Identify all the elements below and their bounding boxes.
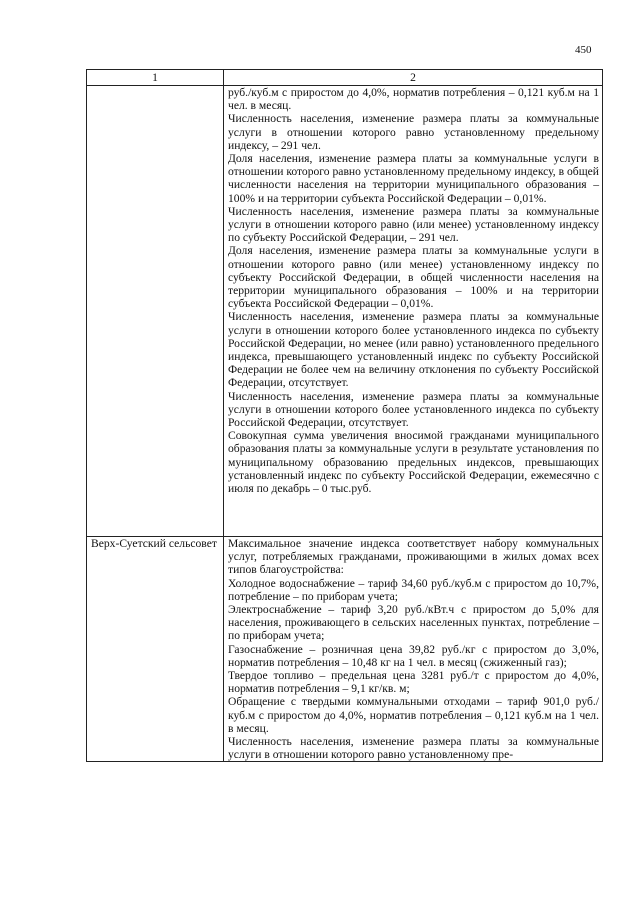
paragraph: Электроснабжение – тариф 3,20 руб./кВт.ч с приростом до 5,0% для населения, проживающего в сельских населенных пунктах, потребление – по приборам учета; [228, 603, 599, 643]
column-header-1: 1 [87, 70, 224, 86]
paragraph: Твердое топливо – предельная цена 3281 руб./т с приростом до 4,0%, норматив потребления – 9,1 кг/кв. м; [228, 669, 599, 696]
paragraph: Холодное водоснабжение – тариф 34,60 руб./куб.м с приростом до 10,7%, потребление – по приборам учета; [228, 576, 599, 603]
table-header-row [87, 70, 603, 86]
tariff-table [86, 69, 603, 762]
paragraph: Численность населения, изменение размера платы за коммунальные услуги в отношении которого равно (или менее) установленному индексу по субъекту Российской Федерации, – 291 чел. [228, 204, 599, 245]
description-cell [224, 537, 603, 762]
table-row [87, 537, 603, 762]
table-row [87, 86, 603, 537]
paragraph: Численность населения, изменение размера платы за коммунальные услуги в отношении которого равно установленному пре- [228, 735, 599, 762]
municipality-cell [87, 86, 224, 537]
column-header-2: 2 [224, 70, 603, 86]
paragraph: руб./куб.м с приростом до 4,0%, норматив потребления – 0,121 куб.м на 1 чел. в месяц. [228, 86, 599, 113]
page-number: 450 [575, 44, 592, 56]
paragraph: Обращение с твердыми коммунальными отходами – тариф 901,0 руб./куб.м с приростом до 4,0%, норматив потребления – 0,121 куб.м на 1 чел. в месяц. [228, 695, 599, 735]
paragraph: Газоснабжение – розничная цена 39,82 руб./кг с приростом до 3,0%, норматив потребления – 10,48 кг на 1 чел. в месяц (сжиженный газ); [228, 642, 599, 669]
paragraph: Численность населения, изменение размера платы за коммунальные услуги в отношении которого более установленного индекса по субъекту Российской Федерации, отсутствует. [228, 389, 599, 430]
paragraph: Доля населения, изменение размера платы за коммунальные услуги в отношении которого равно (или менее) установленному индексу по субъекту Российской Федерации, в общей численности населения на территории муниципального образования – 100% и на территории субъекта Российской Федерации – 0,01%. [228, 244, 599, 311]
paragraph: Совокупная сумма увеличения вносимой гражданами муниципального образования платы за коммунальные услуги в результате установления по муниципальному образованию предельных индексов, превышающих установленный индекс по субъекту Российской Федерации, ежемесячно с июля по декабрь – 0 тыс.руб. [228, 429, 599, 496]
paragraph: Численность населения, изменение размера платы за коммунальные услуги в отношении которого равно установленному предельному индексу, – 291 чел. [228, 112, 599, 152]
paragraph: Доля населения, изменение размера платы за коммунальные услуги в отношении которого равно установленному предельному индексу, в общей численности населения на территории муниципального образования – 100% и на территории субъекта Российской Федерации – 0,01%. [228, 152, 599, 205]
municipality-cell: Верх-Суетский сельсовет [87, 537, 224, 762]
description-cell [224, 86, 603, 537]
paragraph: Численность населения, изменение размера платы за коммунальные услуги в отношении которого более установленного индекса по субъекту Российской Федерации, но менее (или равно) установленного предельного индекса, превышающего установленный индекс по субъекту Российской Федерации не более чем на величину отклонения по субъекту Российской Федерации, отсутствует. [228, 310, 599, 390]
paragraph: Максимальное значение индекса соответствует набору коммунальных услуг, потребляемых гражданами, проживающими в жилых домах всех типов благоустройства: [228, 537, 599, 577]
